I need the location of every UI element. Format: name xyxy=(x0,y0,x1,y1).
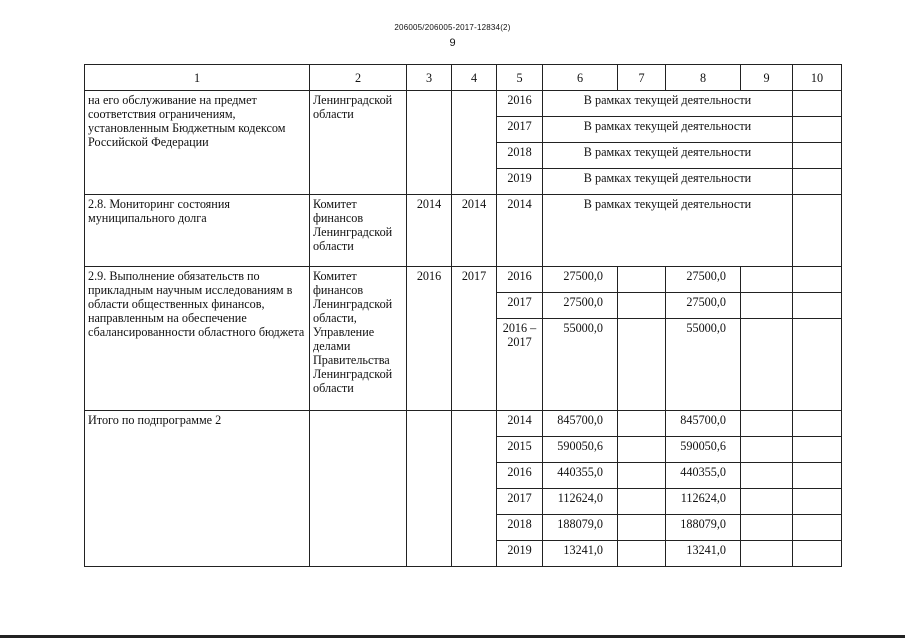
cell-empty xyxy=(741,515,793,541)
total-amount: 188079,0 xyxy=(543,515,618,541)
regional-budget-amount: 13241,0 xyxy=(666,541,741,567)
end-year xyxy=(452,411,497,567)
plan-year: 2018 xyxy=(497,515,543,541)
column-header: 1 xyxy=(85,65,310,91)
funding-note: В рамках текущей деятельности xyxy=(543,169,793,195)
page-number: 9 xyxy=(449,37,456,49)
cell-empty xyxy=(618,319,666,411)
activity-name: 2.8. Мониторинг состояния муниципального долга xyxy=(85,195,310,267)
end-year: 2017 xyxy=(452,267,497,411)
total-amount: 55000,0 xyxy=(543,319,618,411)
table-row xyxy=(85,411,842,437)
start-year: 2016 xyxy=(407,267,452,411)
executor: Ленинградской области xyxy=(310,91,407,195)
plan-year: 2017 xyxy=(497,293,543,319)
plan-year: 2017 xyxy=(497,117,543,143)
plan-year: 2018 xyxy=(497,143,543,169)
cell-empty xyxy=(793,91,842,117)
regional-budget-amount: 845700,0 xyxy=(666,411,741,437)
cell-empty xyxy=(793,117,842,143)
column-header: 6 xyxy=(543,65,618,91)
plan-year: 2016 – 2017 xyxy=(497,319,543,411)
total-amount: 440355,0 xyxy=(543,463,618,489)
regional-budget-amount: 590050,6 xyxy=(666,437,741,463)
plan-year: 2014 xyxy=(497,411,543,437)
regional-budget-amount: 27500,0 xyxy=(666,267,741,293)
column-header: 9 xyxy=(741,65,793,91)
regional-budget-amount: 188079,0 xyxy=(666,515,741,541)
regional-budget-amount: 55000,0 xyxy=(666,319,741,411)
total-amount: 27500,0 xyxy=(543,293,618,319)
cell-empty xyxy=(741,267,793,293)
cell-empty xyxy=(741,293,793,319)
document-id: 206005/206005-2017-12834(2) xyxy=(394,23,511,32)
column-header: 7 xyxy=(618,65,666,91)
start-year xyxy=(407,91,452,195)
end-year xyxy=(452,91,497,195)
cell-empty xyxy=(793,319,842,411)
cell-empty xyxy=(793,463,842,489)
cell-empty xyxy=(618,463,666,489)
table-row xyxy=(85,267,842,293)
executor: Комитет финансов Ленинградской области, Управление делами Правительства Ленинградской области xyxy=(310,267,407,411)
cell-empty xyxy=(793,267,842,293)
start-year: 2014 xyxy=(407,195,452,267)
table-row xyxy=(85,195,842,267)
cell-empty xyxy=(793,489,842,515)
cell-empty xyxy=(793,515,842,541)
cell-empty xyxy=(618,293,666,319)
column-header: 8 xyxy=(666,65,741,91)
plan-year: 2019 xyxy=(497,541,543,567)
total-amount: 27500,0 xyxy=(543,267,618,293)
cell-empty xyxy=(793,143,842,169)
column-header: 5 xyxy=(497,65,543,91)
cell-empty xyxy=(741,411,793,437)
plan-year: 2016 xyxy=(497,91,543,117)
plan-year: 2016 xyxy=(497,463,543,489)
budget-table xyxy=(84,64,842,567)
cell-empty xyxy=(793,195,842,267)
total-amount: 845700,0 xyxy=(543,411,618,437)
regional-budget-amount: 27500,0 xyxy=(666,293,741,319)
end-year: 2014 xyxy=(452,195,497,267)
funding-note: В рамках текущей деятельности xyxy=(543,117,793,143)
plan-year: 2015 xyxy=(497,437,543,463)
column-header: 10 xyxy=(793,65,842,91)
plan-year: 2016 xyxy=(497,267,543,293)
page-bottom-edge xyxy=(0,635,905,638)
cell-empty xyxy=(793,169,842,195)
cell-empty xyxy=(793,437,842,463)
activity-name: на его обслуживание на предмет соответствия ограничениям, установленным Бюджетным кодексом Российской Федерации xyxy=(85,91,310,195)
funding-note: В рамках текущей деятельности xyxy=(543,195,793,267)
plan-year: 2017 xyxy=(497,489,543,515)
cell-empty xyxy=(741,463,793,489)
cell-empty xyxy=(618,489,666,515)
cell-empty xyxy=(741,489,793,515)
cell-empty xyxy=(741,319,793,411)
cell-empty xyxy=(793,411,842,437)
cell-empty xyxy=(741,437,793,463)
cell-empty xyxy=(618,411,666,437)
cell-empty xyxy=(618,515,666,541)
total-amount: 112624,0 xyxy=(543,489,618,515)
column-header: 4 xyxy=(452,65,497,91)
column-header: 3 xyxy=(407,65,452,91)
executor: Комитет финансов Ленинградской области xyxy=(310,195,407,267)
plan-year: 2019 xyxy=(497,169,543,195)
cell-empty xyxy=(793,541,842,567)
activity-name: 2.9. Выполнение обязательств по прикладным научным исследованиям в области общественных финансов, направленным на обеспечение сбалансированности областного бюджета xyxy=(85,267,310,411)
column-header: 2 xyxy=(310,65,407,91)
total-amount: 13241,0 xyxy=(543,541,618,567)
executor xyxy=(310,411,407,567)
cell-empty xyxy=(793,293,842,319)
total-amount: 590050,6 xyxy=(543,437,618,463)
cell-empty xyxy=(741,541,793,567)
funding-note: В рамках текущей деятельности xyxy=(543,91,793,117)
table-header-row xyxy=(85,65,842,91)
regional-budget-amount: 112624,0 xyxy=(666,489,741,515)
cell-empty xyxy=(618,267,666,293)
start-year xyxy=(407,411,452,567)
funding-note: В рамках текущей деятельности xyxy=(543,143,793,169)
regional-budget-amount: 440355,0 xyxy=(666,463,741,489)
cell-empty xyxy=(618,541,666,567)
plan-year: 2014 xyxy=(497,195,543,267)
table-row xyxy=(85,91,842,117)
cell-empty xyxy=(618,437,666,463)
activity-name: Итого по подпрограмме 2 xyxy=(85,411,310,567)
